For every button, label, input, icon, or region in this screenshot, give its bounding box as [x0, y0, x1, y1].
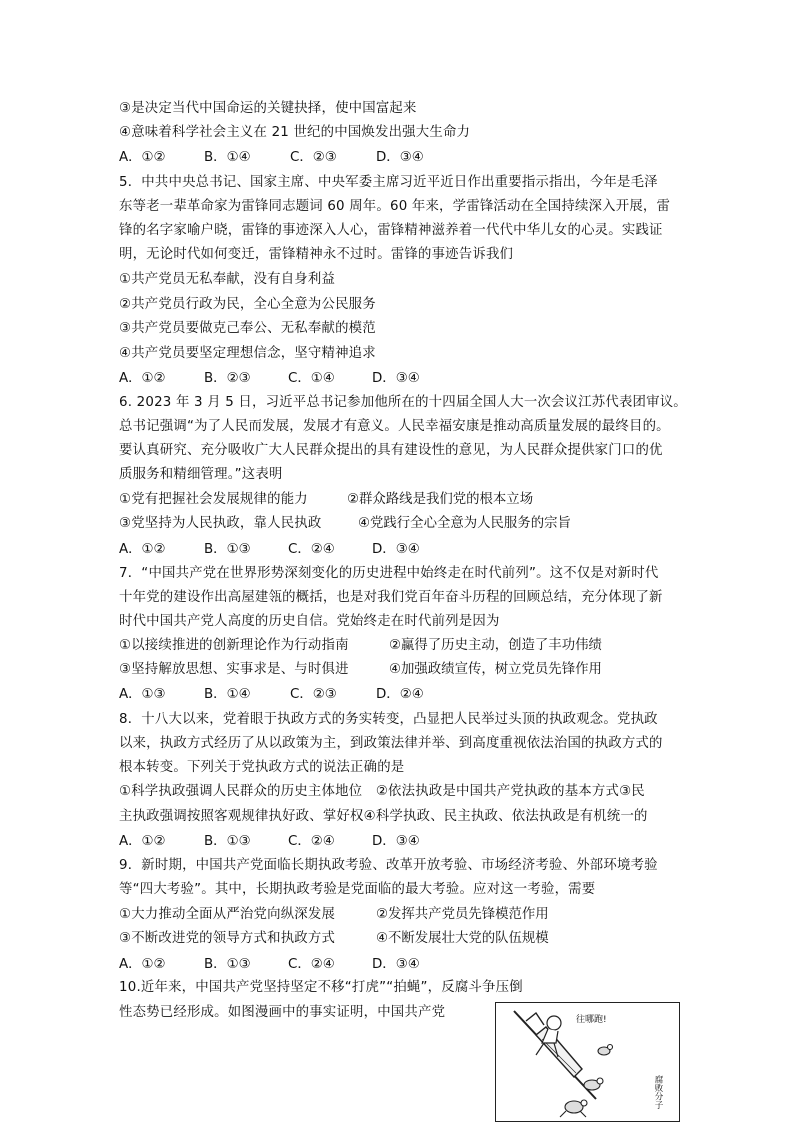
q4-option-3: ③是决定当代中国命运的关键抉择，使中国富起来	[119, 101, 417, 116]
question-text: 质服务和精细管理。”这表明	[119, 467, 283, 482]
answer-a: A．①②	[119, 150, 166, 165]
answer-b: B．①④	[204, 687, 251, 702]
option-2: ②赢得了历史主动，创造了丰功伟绩	[389, 638, 602, 653]
option-4: ④共产党员要坚定理想信念，坚守精神追求	[119, 346, 376, 361]
option-3: ③共产党员要做克己奉公、无私奉献的模范	[119, 321, 376, 336]
answer-a: A．①②	[119, 542, 166, 557]
answer-c: C．②③	[290, 687, 337, 702]
answer-b: B．①③	[204, 542, 251, 557]
question-text: 总书记强调“为了人民而发展，发展才有意义。人民幸福安康是推动高质量发展的最终目的。	[119, 419, 670, 434]
options-line: ①科学执政强调人民群众的历史主体地位 ②依法执政是中国共产党执政的基本方式③民	[119, 784, 645, 799]
answer-d: D．③④	[372, 542, 420, 557]
answer-c: C．②③	[290, 150, 337, 165]
question-text: 6. 2023 年 3 月 5 日，习近平总书记参加他所在的十四届全国人大一次会议江苏代表团审议。	[119, 395, 687, 410]
answer-c: C．②④	[288, 957, 335, 972]
answer-b: B．①③	[204, 957, 251, 972]
question-text: 8．十八大以来，党着眼于执政方式的务实转变，凸显把人民举过头顶的执政观念。党执政	[119, 712, 658, 727]
answer-b: B．②③	[204, 371, 251, 386]
question-text: 5．中共中央总书记、国家主席、中央军委主席习近平近日作出重要指示指出，今年是毛泽	[119, 175, 658, 190]
question-text: 7．“中国共产党在世界形势深刻变化的历史进程中始终走在时代前列”。这不仅是对新时代	[119, 566, 659, 581]
option-4: ④加强政绩宣传，树立党员先锋作用	[389, 662, 602, 677]
q4-option-4: ④意味着科学社会主义在 21 世纪的中国焕发出强大生命力	[119, 125, 471, 140]
cartoon-label: 腐败分子	[653, 1075, 663, 1109]
answer-a: A．①②	[119, 834, 166, 849]
question-text: 以来，执政方式经历了从以政策为主，到政策法律并举、到高度重视依法治国的执政方式的	[119, 736, 663, 751]
question-text: 根本转变。下列关于党执政方式的说法正确的是	[119, 760, 405, 775]
option-1: ①党有把握社会发展规律的能力	[119, 492, 308, 507]
option-3: ③党坚持为人民执政，靠人民执政	[119, 516, 322, 531]
question-text: 等“四大考验”。其中，长期执政考验是党面临的最大考验。应对这一考验，需要	[119, 882, 596, 897]
option-4: ④不断发展壮大党的队伍规模	[376, 931, 549, 946]
question-text: 9．新时期，中国共产党面临长期执政考验、改革开放考验、市场经济考验、外部环境考验	[119, 858, 658, 873]
option-1: ①以接续推进的创新理论作为行动指南	[119, 638, 349, 653]
option-1: ①共产党员无私奉献，没有自身利益	[119, 272, 336, 287]
question-text: 明，无论时代如何变迁，雷锋精神永不过时。雷锋的事迹告诉我们	[119, 247, 514, 262]
question-text: 10.近年来，中国共产党坚持坚定不移“打虎”“拍蝇”，反腐斗争压倒	[119, 980, 523, 995]
option-2: ②共产党员行政为民，全心全意为公民服务	[119, 297, 376, 312]
cartoon-caption: 往哪跑!	[576, 1015, 607, 1025]
option-2: ②发挥共产党员先锋模范作用	[376, 907, 549, 922]
answer-d: D．③④	[372, 957, 420, 972]
option-2: ②群众路线是我们党的根本立场	[347, 492, 534, 507]
option-1: ①大力推动全面从严治党向纵深发展	[119, 907, 336, 922]
option-4: ④党践行全心全意为人民服务的宗旨	[358, 516, 571, 531]
answer-d: D．③④	[372, 834, 420, 849]
answer-a: A．①②	[119, 957, 166, 972]
cartoon-illustration-icon	[496, 1003, 679, 1121]
answer-a: A．①②	[119, 371, 166, 386]
question-text: 东等老一辈革命家为雷锋同志题词 60 周年。60 年来，学雷锋活动在全国持续深入开展，雷	[119, 199, 671, 214]
anti-corruption-cartoon	[495, 1002, 680, 1122]
answer-d: D．③④	[376, 150, 424, 165]
question-text: 时代中国共产党人高度的历史自信。党始终走在时代前列是因为	[119, 614, 500, 629]
answer-b: B．①③	[204, 834, 251, 849]
answer-d: D．②④	[376, 687, 424, 702]
question-text: 锋的名字家喻户晓，雷锋的事迹深入人心，雷锋精神滋养着一代代中华儿女的心灵。实践证	[119, 223, 663, 238]
question-text: 性态势已经形成。如图漫画中的事实证明，中国共产党	[119, 1005, 446, 1020]
answer-c: C．②④	[288, 542, 335, 557]
option-3: ③不断改进党的领导方式和执政方式	[119, 931, 336, 946]
answer-c: C．①④	[288, 371, 335, 386]
question-text: 十年党的建设作出高屋建瓴的概括，也是对我们党百年奋斗历程的回顾总结，充分体现了新	[119, 590, 663, 605]
options-line: 主执政强调按照客观规律执好政、掌好权④科学执政、民主执政、依法执政是有机统一的	[119, 809, 648, 824]
question-text: 要认真研究、充分吸收广大人民群众提出的具有建设性的意见，为人民群众提供家门口的优	[119, 443, 663, 458]
answer-a: A．①③	[119, 687, 166, 702]
answer-c: C．②④	[288, 834, 335, 849]
answer-b: B．①④	[204, 150, 251, 165]
option-3: ③坚持解放思想、实事求是、与时俱进	[119, 662, 349, 677]
answer-d: D．③④	[372, 371, 420, 386]
